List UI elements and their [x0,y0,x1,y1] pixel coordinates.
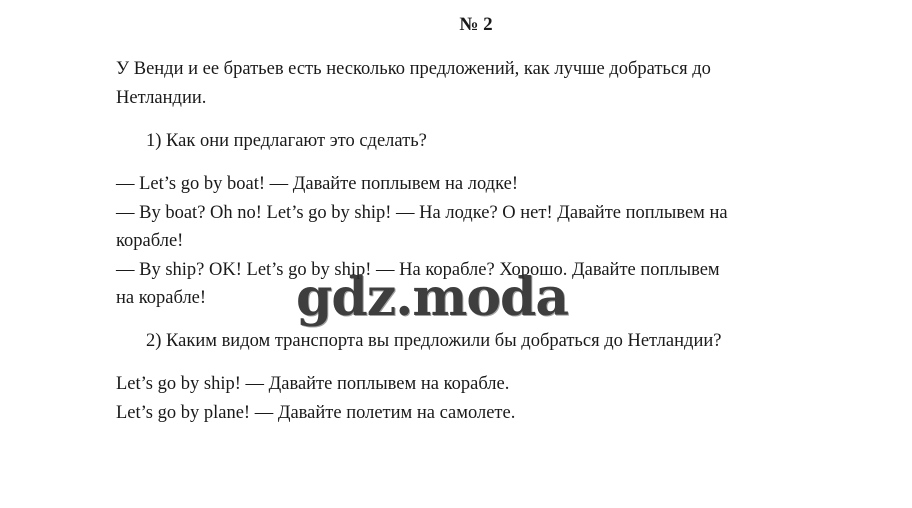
question-1: 1) Как они предлагают это сделать? [146,131,427,151]
watermark-logo: gdz.moda [296,267,569,328]
answer-2-line-2: Let’s go by plane! — Давайте полетим на самолете. [116,403,516,423]
answer-1-line-5: на корабле! [116,288,207,308]
answer-2-line-1: Let’s go by ship! — Давайте поплывем на корабле. [116,374,510,394]
intro-line-2: Нетландии. [116,88,207,108]
exercise-heading: № 2 [459,14,493,35]
answer-1-line-2: — By boat? Oh no! Let’s go by ship! — На лодке? О нет! Давайте поплывем на [116,203,728,223]
answer-1-line-1: — Let’s go by boat! — Давайте поплывем на лодке! [116,174,518,194]
answer-1-line-4: — By ship? OK! Let’s go by ship! — На корабле? Хорошо. Давайте поплывем [116,260,720,280]
question-2: 2) Каким видом транспорта вы предложили бы добраться до Нетландии? [146,331,722,351]
answer-1-line-3: корабле! [116,231,184,251]
intro-line-1: У Венди и ее братьев есть несколько предложений, как лучше добраться до [116,59,711,79]
